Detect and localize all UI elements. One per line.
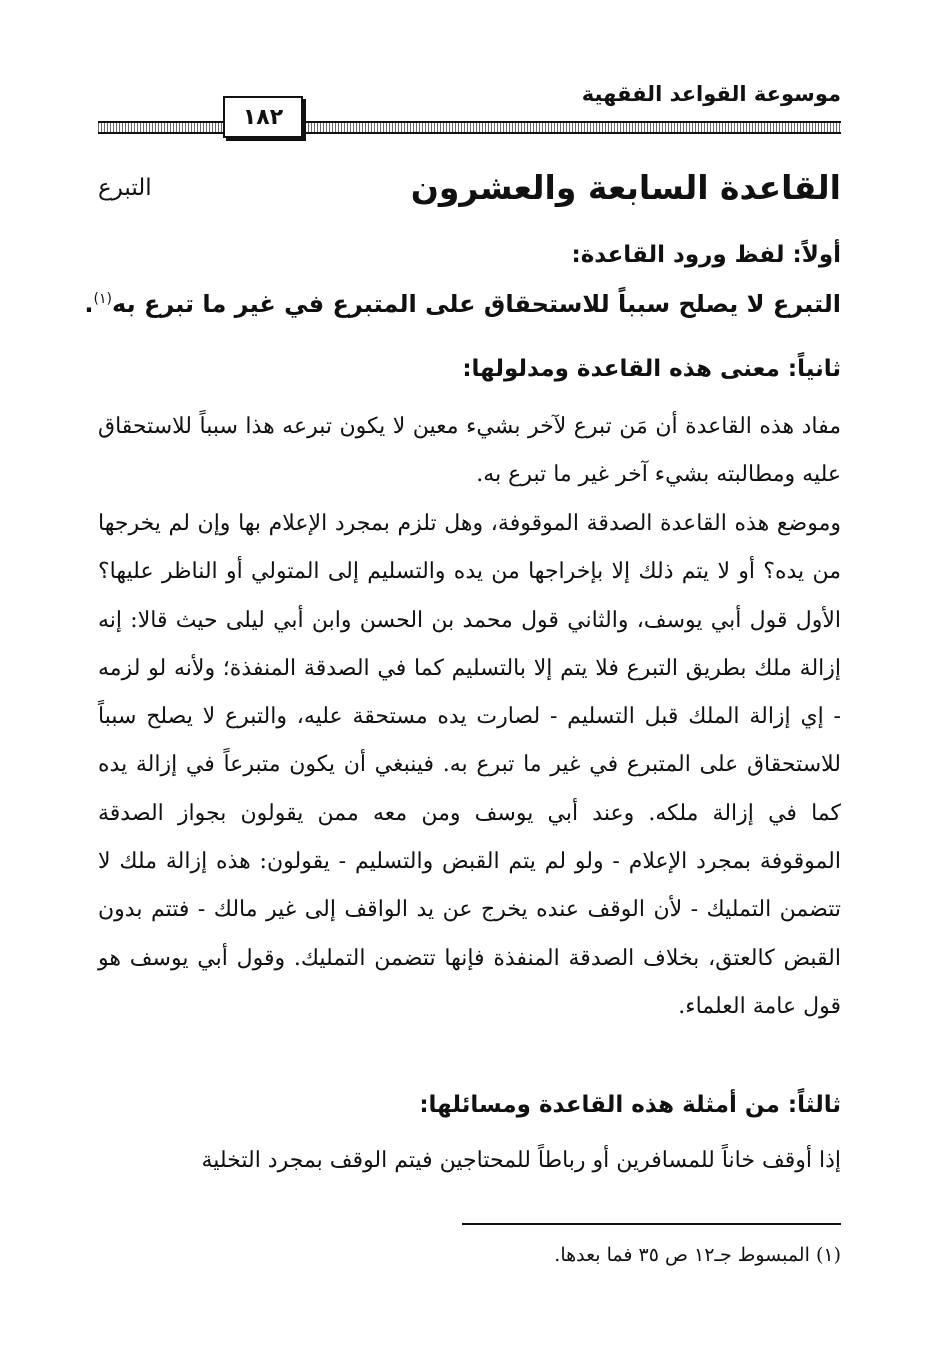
rule-title: القاعدة السابعة والعشرون (410, 168, 841, 207)
paragraph-example: إذا أوقف خاناً للمسافرين أو رباطاً للمحتاجين فيتم الوقف بمجرد التخلية (201, 1148, 841, 1173)
paragraph-meaning: مفاد هذه القاعدة أن مَن تبرع لآخر بشيء معين لا يكون تبرعه هذا سبباً للاستحقاق عليه ومطالبته بشيء آخر غير ما تبرع به. (98, 414, 841, 488)
page-number: ١٨٢ (223, 96, 303, 138)
running-title: موسوعة القواعد الفقهية (581, 82, 841, 106)
footnote (554, 1244, 841, 1266)
rule-statement (84, 290, 841, 318)
footnote-text: المبسوط جـ١٢ ص ٣٥ فما بعدها. (554, 1244, 810, 1266)
topic-label: التبرع (98, 175, 152, 201)
rule-statement-end: . (84, 290, 94, 318)
rule-statement-text: التبرع لا يصلح سبباً للاستحقاق على المتبرع في غير ما تبرع به (112, 290, 841, 318)
section-heading-wording: أولاً: لفظ ورود القاعدة: (571, 242, 841, 268)
section-heading-examples: ثالثاً: من أمثلة هذه القاعدة ومسائلها: (419, 1092, 841, 1118)
header-band (98, 121, 841, 134)
paragraph-context: وموضع هذه القاعدة الصدقة الموقوفة، وهل تلزم بمجرد الإعلام بها وإن لم يخرجها من يده؟ أو لا يتم ذلك إلا بإخراجها من يده والتسليم إلى المتولي أو الناظر عليها؟ الأول قول أبي يوسف، والثاني قول محمد بن الحسن وابن أبي ليلى حيث قالا: إنه إزالة ملك بطريق التبرع فلا يتم إلا بالتسليم كما في الصدقة المنفذة؛ ولأنه لو لزمه - إي إزالة الملك قبل التسليم - لصارت يده مستحقة عليه، والتبرع لا يصلح سبباً للاستحقاق على المتبرع في غير ما تبرع به. فينبغي أن يكون متبرعاً في إزالة يده كما في إزالة ملكه. وعند أبي يوسف ومن معه ممن يقولون بجواز الصدقة الموقوفة بمجرد الإعلام - ولو لم يتم القبض والتسليم - يقولون: هذه إزالة ملك لا تتضمن التمليك - لأن الوقف عنده يخرج عن يد الواقف إلى غير مالك - فتتم بدون القبض كالعتق، بخلاف الصدقة المنفذة فإنها تتضمن التمليك. وقول أبي يوسف هو قول عامة العلماء. (98, 511, 841, 1019)
footnote-number: (١) (815, 1244, 841, 1266)
section-heading-meaning: ثانياً: معنى هذه القاعدة ومدلولها: (462, 356, 841, 382)
footnote-ref: (١) (93, 291, 113, 307)
header-rule (98, 104, 841, 134)
footnote-rule (462, 1223, 841, 1225)
